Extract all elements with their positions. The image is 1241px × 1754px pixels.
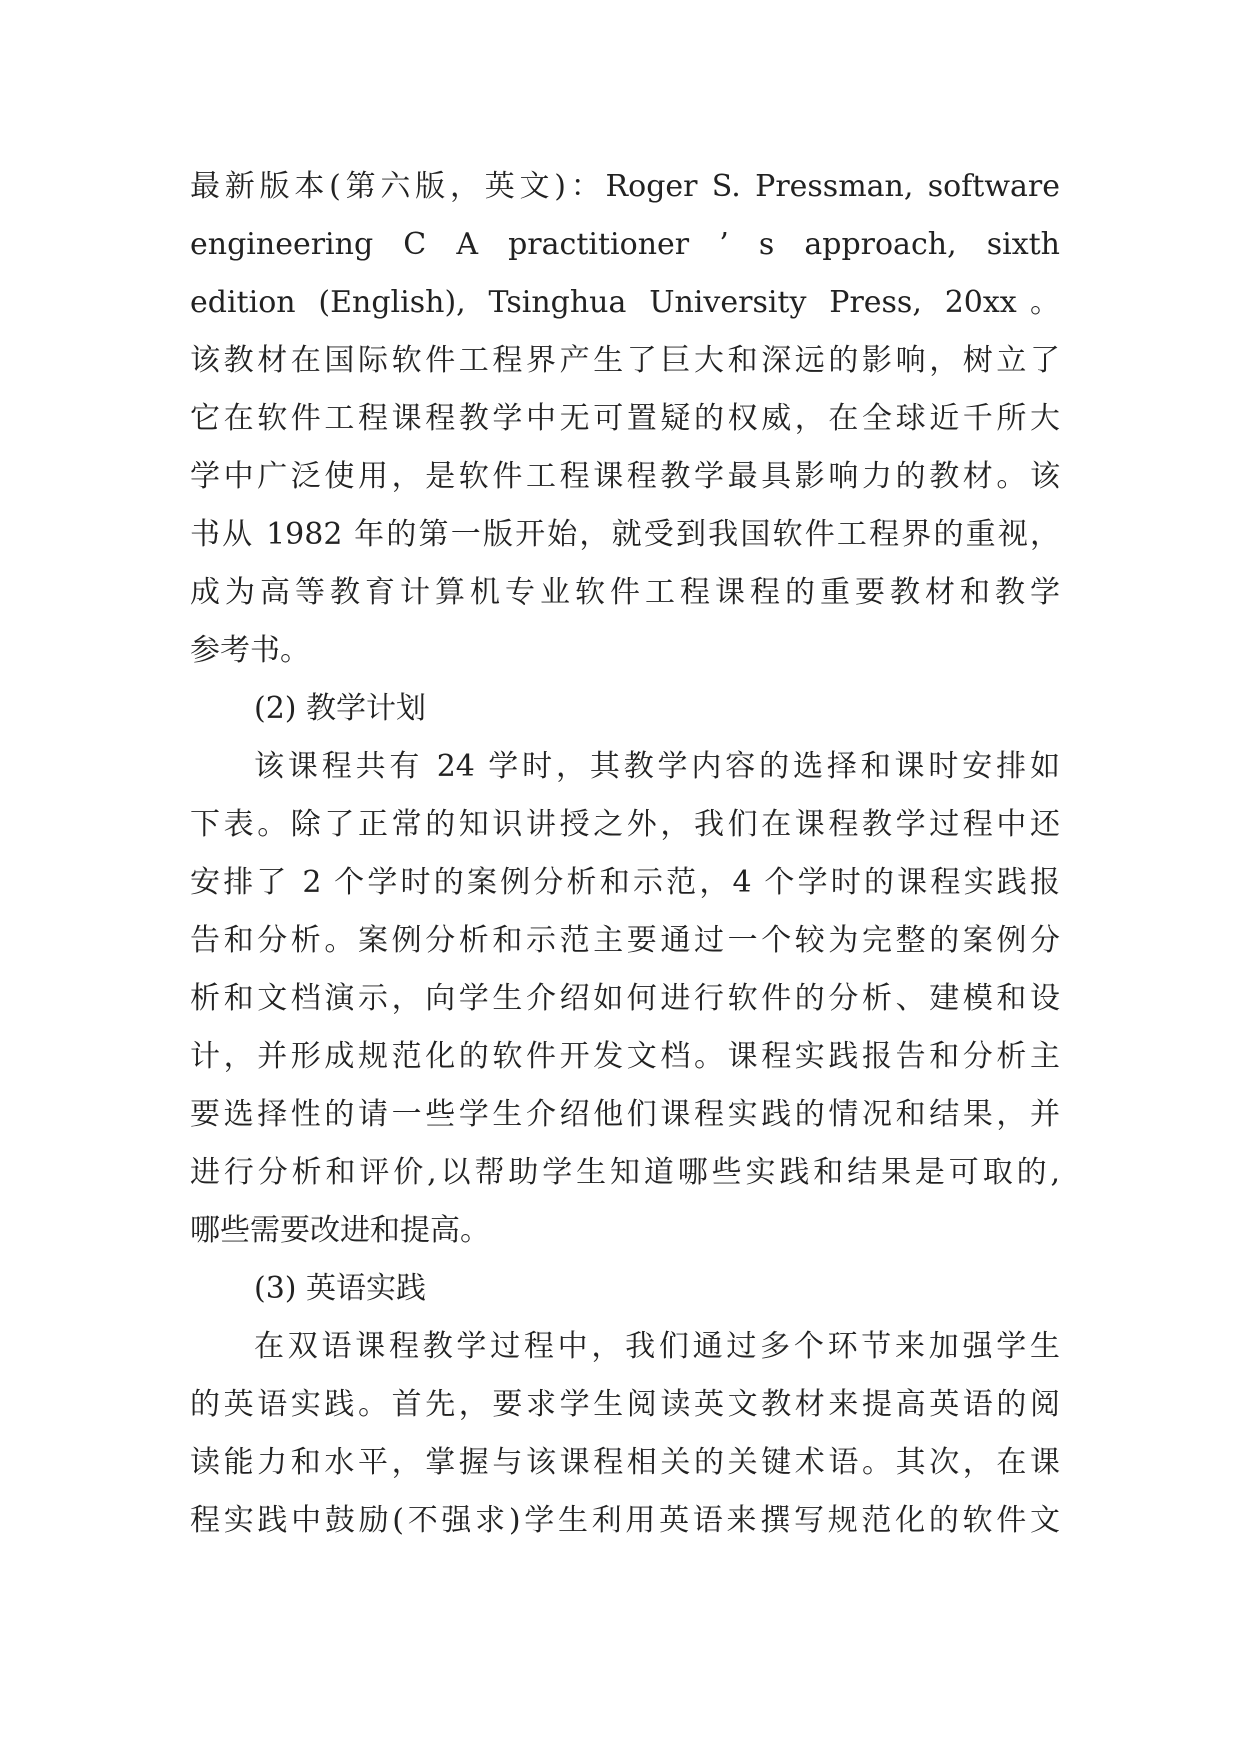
text-line: 要选择性的请一些学生介绍他们课程实践的情况和结果，并 bbox=[190, 1097, 1060, 1132]
text-line: 最新版本(第六版，英文)：Roger S. Pressman, software bbox=[190, 169, 1060, 204]
section-heading: (2) 教学计划 bbox=[254, 691, 427, 726]
text-line: 计，并形成规范化的软件开发文档。课程实践报告和分析主 bbox=[190, 1039, 1060, 1074]
text-line: 该教材在国际软件工程界产生了巨大和深远的影响，树立了 bbox=[190, 343, 1060, 378]
text-line: 进行分析和评价,以帮助学生知道哪些实践和结果是可取的, bbox=[190, 1155, 1060, 1190]
text-line: 在双语课程教学过程中，我们通过多个环节来加强学生 bbox=[254, 1329, 1060, 1364]
text-line: 它在软件工程课程教学中无可置疑的权威，在全球近千所大 bbox=[190, 401, 1060, 436]
text-line: 程实践中鼓励(不强求)学生利用英语来撰写规范化的软件文 bbox=[190, 1503, 1060, 1538]
text-line: 告和分析。案例分析和示范主要通过一个较为完整的案例分 bbox=[190, 923, 1060, 958]
text-line: 哪些需要改进和提高。 bbox=[190, 1213, 490, 1248]
text-line: 该课程共有 24 学时，其教学内容的选择和课时安排如 bbox=[254, 749, 1060, 784]
text-line: 书从 1982 年的第一版开始，就受到我国软件工程界的重视， bbox=[190, 517, 1060, 552]
text-line: edition (English), Tsinghua University Press, 20xx。 bbox=[190, 285, 1060, 320]
text-line: 成为高等教育计算机专业软件工程课程的重要教材和教学 bbox=[190, 575, 1060, 610]
text-line: engineering C A practitioner ’ s approach, sixth bbox=[190, 227, 1060, 262]
text-line: 安排了 2 个学时的案例分析和示范，4 个学时的课程实践报 bbox=[190, 865, 1060, 900]
text-line: 读能力和水平，掌握与该课程相关的关键术语。其次，在课 bbox=[190, 1445, 1060, 1480]
text-line: 下表。除了正常的知识讲授之外，我们在课程教学过程中还 bbox=[190, 807, 1060, 842]
text-line: 参考书。 bbox=[190, 633, 310, 668]
text-line: 析和文档演示，向学生介绍如何进行软件的分析、建模和设 bbox=[190, 981, 1060, 1016]
text-line: 的英语实践。首先，要求学生阅读英文教材来提高英语的阅 bbox=[190, 1387, 1060, 1422]
text-line: 学中广泛使用，是软件工程课程教学最具影响力的教材。该 bbox=[190, 459, 1060, 494]
body-text bbox=[190, 158, 1060, 1550]
section-heading: (3) 英语实践 bbox=[254, 1271, 427, 1306]
